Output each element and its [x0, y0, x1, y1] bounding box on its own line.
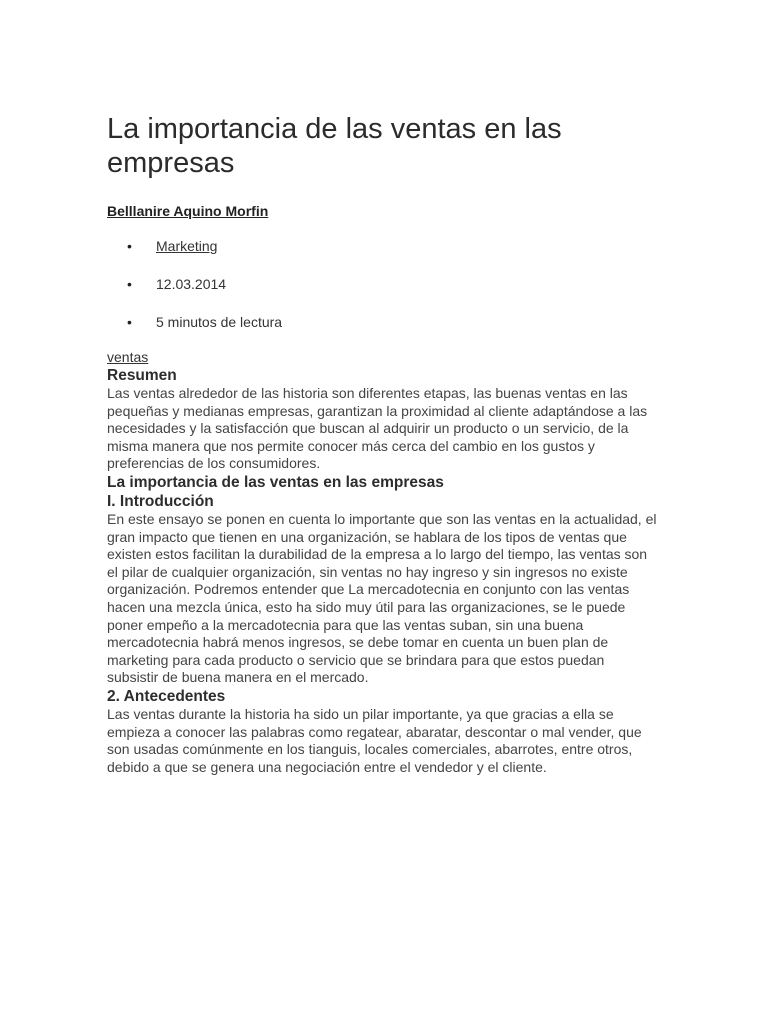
tag-link[interactable]: ventas [107, 349, 149, 365]
bullet-icon: • [127, 238, 132, 254]
section-heading-intro: I. Introducción [107, 492, 214, 510]
reading-time: 5 minutos de lectura [156, 314, 283, 330]
meta-item-category[interactable] [107, 238, 657, 255]
publish-date: 12.03.2014 [156, 276, 227, 292]
bullet-icon: • [127, 276, 132, 292]
bullet-icon: • [127, 314, 132, 330]
resumen-paragraph: Las ventas alrededor de las historia son diferentes etapas, las buenas ventas en las pequeñas y medianas empresas, garantizan la proximidad al cliente adaptándose a las necesidades y la satisfacción que buscan al adquirir un producto o un servicio, de la misma manera que nos permite conocer más cerca del cambio en los gustos y preferencias de los consumidores. [107, 385, 648, 472]
meta-list [107, 238, 657, 331]
category-link[interactable]: Marketing [156, 238, 218, 254]
meta-item-reading-time [107, 314, 657, 331]
section-heading-resumen: Resumen [107, 367, 177, 384]
article-body [107, 112, 657, 776]
article-title: La importancia de las ventas en las empresas [107, 113, 562, 179]
section-heading-main: La importancia de las ventas en las empresas [107, 473, 444, 491]
author-link[interactable]: Belllanire Aquino Morfin [107, 203, 269, 219]
section-heading-antecedentes: 2. Antecedentes [107, 687, 226, 705]
intro-paragraph: En este ensayo se ponen en cuenta lo importante que son las ventas en la actualidad, el gran impacto que tienen en una organización, se hablara de los tipos de ventas que existen estos facilitan la durabilidad de la empresa a lo largo del tiempo, las ventas son el pilar de cualquier organización, sin ventas no hay ingreso y sin ingresos no existe organización. Podremos entender que La mercadotecnia en conjunto con las ventas hacen una mezcla única, esto ha sido muy útil para las organizaciones, se le puede poner empeño a la mercadotecnia para que las ventas suban, sin una buena mercadotecnia habrá menos ingresos, se debe tomar en cuenta un buen plan de marketing para cada producto o servicio que se brindara para que estos puedan subsistir de buena manera en el mercado. [107, 510, 657, 686]
meta-item-date [107, 276, 657, 293]
antecedentes-paragraph: Las ventas durante la historia ha sido un pilar importante, ya que gracias a ella se empieza a conocer las palabras como regatear, abaratar, descontar o mal vender, que son usadas comúnmente en los tianguis, locales comerciales, abarrotes, entre otros, debido a que se genera una negociación entre el vendedor y el cliente. [107, 705, 642, 775]
